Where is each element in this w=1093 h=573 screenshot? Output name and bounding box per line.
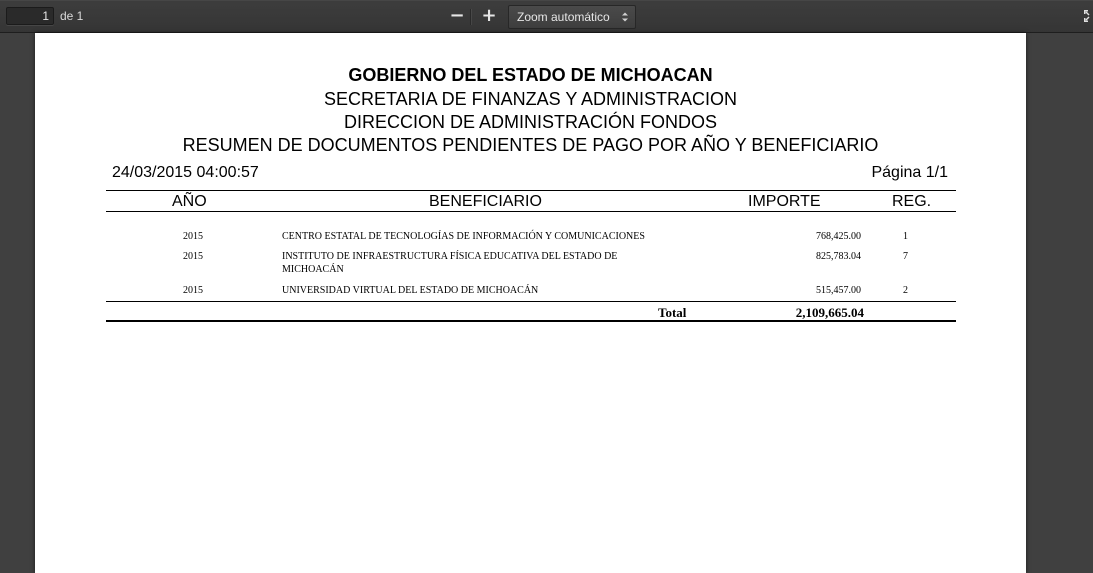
document-subtitle-2: DIRECCION DE ADMINISTRACIÓN FONDOS bbox=[343, 112, 718, 132]
total-label: Total bbox=[658, 305, 687, 320]
zoom-select-value: Zoom automático bbox=[517, 10, 610, 24]
fullscreen-icon[interactable] bbox=[1084, 10, 1093, 22]
table-header-rule bbox=[106, 211, 956, 212]
row-1-amount: 768,425.00 bbox=[816, 231, 861, 242]
row-2-year: 2015 bbox=[183, 251, 203, 262]
zoom-in-button[interactable] bbox=[477, 6, 501, 28]
page-count-label: de 1 bbox=[60, 9, 84, 23]
column-header-amount: IMPORTE bbox=[748, 193, 821, 210]
table-bottom-rule bbox=[106, 320, 956, 322]
zoom-out-button[interactable] bbox=[445, 6, 469, 28]
zoom-select[interactable] bbox=[508, 5, 636, 29]
page-number-input[interactable] bbox=[6, 7, 54, 25]
toolbar-divider bbox=[470, 9, 471, 25]
row-2-beneficiary: INSTITUTO DE INFRAESTRUCTURA FÍSICA EDUCATIVA DEL ESTADO DE MICHOACÁN bbox=[282, 251, 618, 275]
zoom-out-icon: − bbox=[449, 5, 465, 26]
report-page-label: Página 1/1 bbox=[871, 164, 948, 181]
row-2-reg: 7 bbox=[903, 251, 908, 262]
row-1-reg: 1 bbox=[903, 231, 908, 242]
document-subtitle-1: SECRETARIA DE FINANZAS Y ADMINISTRACION bbox=[323, 89, 738, 109]
column-header-beneficiary: BENEFICIARIO bbox=[429, 193, 542, 210]
column-header-year: AÑO bbox=[172, 193, 207, 210]
table-total-rule bbox=[106, 301, 956, 302]
table-top-rule bbox=[106, 190, 956, 191]
zoom-in-icon: + bbox=[481, 5, 497, 26]
pdf-toolbar bbox=[0, 0, 1093, 33]
row-3-beneficiary: UNIVERSIDAD VIRTUAL DEL ESTADO DE MICHOACÁN bbox=[282, 285, 539, 296]
row-2-amount: 825,783.04 bbox=[816, 251, 861, 262]
row-1-beneficiary: CENTRO ESTATAL DE TECNOLOGÍAS DE INFORMACIÓN Y COMUNICACIONES bbox=[282, 231, 645, 242]
row-3-year: 2015 bbox=[183, 285, 203, 296]
pdf-page bbox=[35, 33, 1026, 573]
column-header-reg: REG. bbox=[892, 193, 932, 210]
row-3-amount: 515,457.00 bbox=[816, 285, 861, 296]
row-3-reg: 2 bbox=[903, 285, 908, 296]
document-subtitle-3: RESUMEN DE DOCUMENTOS PENDIENTES DE PAGO POR AÑO Y BENEFICIARIO bbox=[182, 135, 879, 155]
total-value: 2,109,665.04 bbox=[795, 305, 864, 320]
row-1-year: 2015 bbox=[183, 231, 203, 242]
report-datetime: 24/03/2015 04:00:57 bbox=[112, 164, 259, 181]
select-arrows-icon bbox=[621, 11, 629, 23]
document-title: GOBIERNO DEL ESTADO DE MICHOACAN bbox=[348, 65, 713, 85]
